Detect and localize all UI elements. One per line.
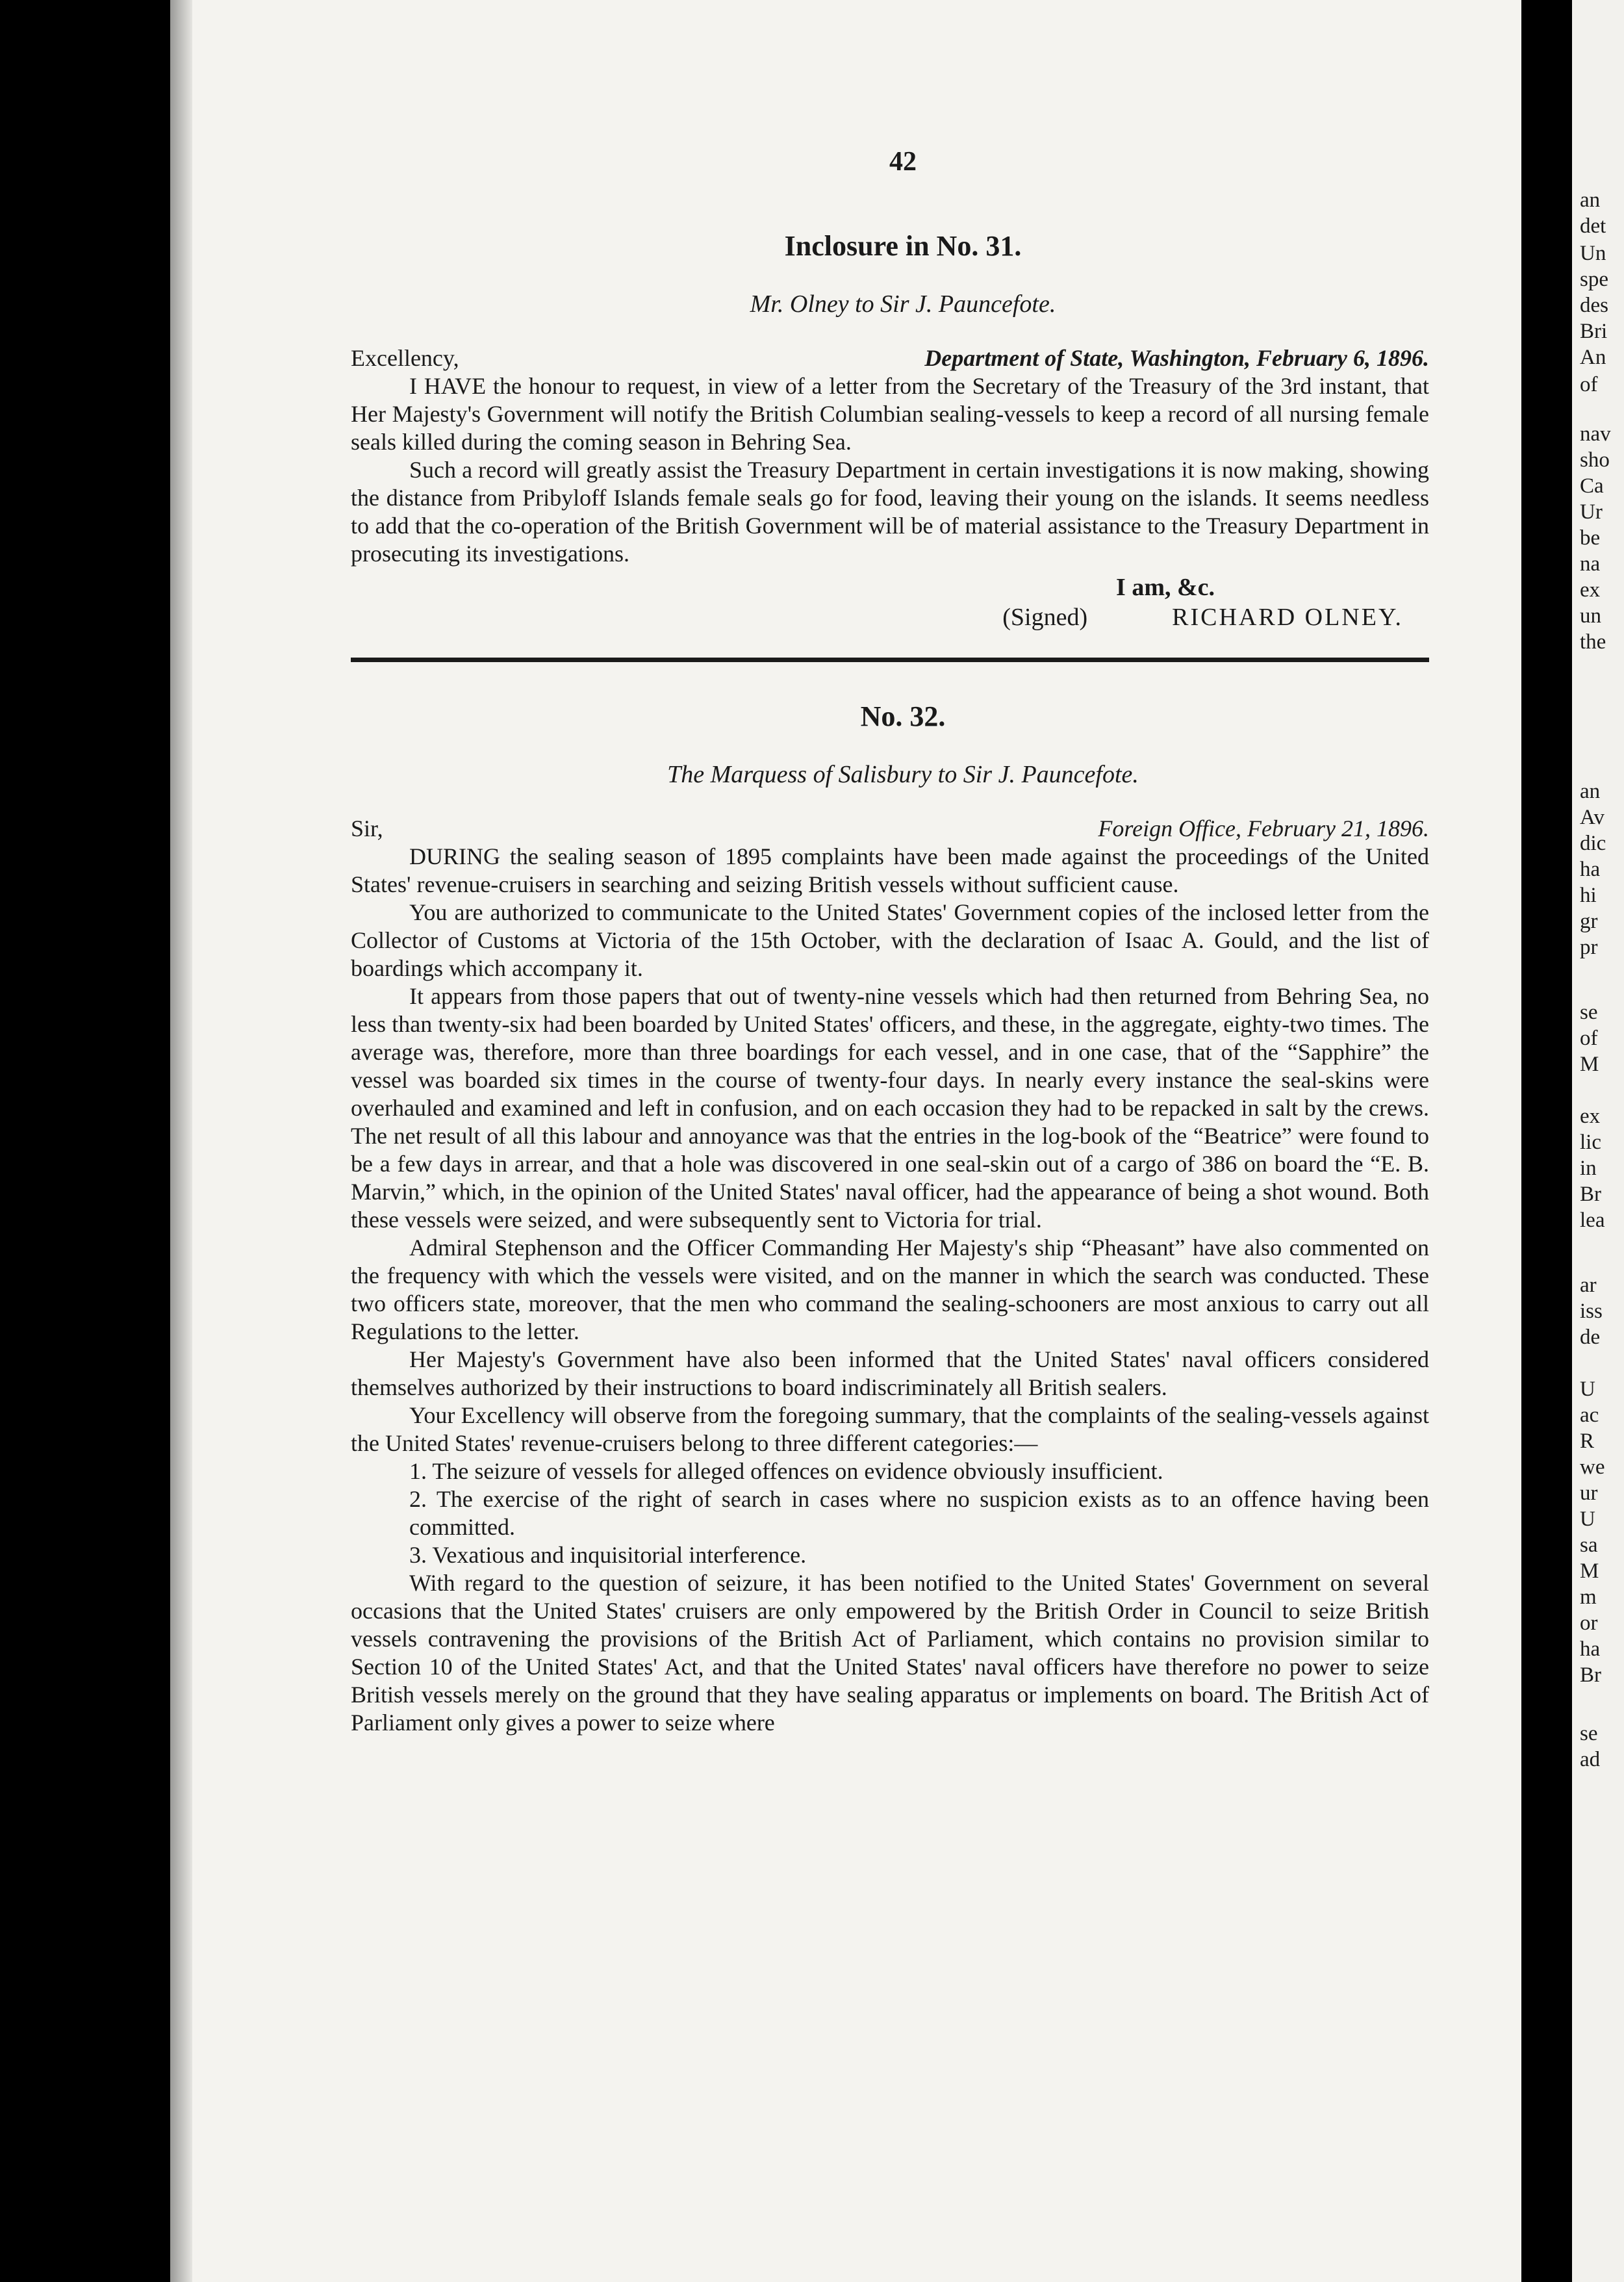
adjacent-page-fragment: gr (1580, 910, 1598, 933)
inclosure-dateline: Department of State, Washington, February 6, 1896. (924, 345, 1429, 371)
adjacent-page-fragment: un (1580, 604, 1601, 628)
adjacent-page-fragment: dic (1580, 832, 1606, 855)
no32-dateline: Foreign Office, February 21, 1896. (1098, 815, 1429, 841)
category-item-1: 1. The seizure of vessels for alleged offences on evidence obviously insufficient. (409, 1458, 1163, 1484)
adjacent-page-fragment: ex (1580, 578, 1601, 602)
adjacent-page-fragment: ex (1580, 1105, 1601, 1128)
no32-paragraph-1: DURING the sealing season of 1895 complaints have been made against the proceedings of the United States' revenue-cruisers in searching and seizing British vessels without sufficient cause. (351, 843, 1429, 897)
page-content (351, 146, 1429, 1737)
adjacent-page-edge (1572, 0, 1624, 2282)
adjacent-page-fragment: of (1580, 1027, 1598, 1050)
no32-paragraph-6: Your Excellency will observe from the foregoing summary, that the complaints of the sealing-vessels against the United States' revenue-cruisers belong to three different categories:— (351, 1402, 1429, 1456)
category-item-2: 2. The exercise of the right of search in cases where no suspicion exists as to an offence having been committed. (409, 1486, 1429, 1540)
adjacent-page-fragment: Un (1580, 242, 1606, 265)
adjacent-page-fragment: or (1580, 1611, 1598, 1635)
adjacent-page-fragment: na (1580, 552, 1601, 576)
adjacent-page-fragment: Ca (1580, 474, 1604, 498)
adjacent-page-fragment: m (1580, 1585, 1597, 1609)
no32-final-paragraph: With regard to the question of seizure, it has been notified to the United States' Government on several occasions that the United States' cruisers are only empowered by the British Order in Council to seize British vessels contravening the provisions of the British Act of Parliament, which contains no provision similar to Section 10 of the United States' Act, and that the United States' naval officers have therefore no power to seize British vessels merely on the ground that they have sealing apparatus or implements on board. The British Act of Parliament only gives a power to seize where (351, 1570, 1429, 1736)
section-divider (351, 658, 1429, 662)
adjacent-page-fragment: de (1580, 1326, 1601, 1349)
adjacent-page-fragment: An (1580, 346, 1606, 369)
no32-paragraph-3: It appears from those papers that out of twenty-nine vessels which had then returned from Behring Sea, no less than twenty-six had been boarded by United States' officers, and these, in the aggregate, eighty-two times. The average was, therefore, more than three boardings for each vessel, and in one case, that of the “Sapphire” the vessel was boarded six times in the course of twenty-four days. In nearly every instance the seal-skins were overhauled and examined and left in confusion, and on each occasion they had to be repacked in salt by the crews. The net result of all this labour and annoyance was that the entries in the log-book of the “Beatrice” were found to be a few days in arrear, and that a hole was discovered in one seal-skin out of a cargo of 386 on board the “E. B. Marvin,” which, in the opinion of the United States' naval officer, had the appearance of being a shot wound. Both these vessels were seized, and were subsequently sent to Victoria for trial. (351, 983, 1429, 1233)
adjacent-page-fragment: an (1580, 188, 1601, 212)
adjacent-page-fragment: Br (1580, 1183, 1601, 1206)
adjacent-page-fragment: M (1580, 1053, 1599, 1076)
adjacent-page-fragment: se (1580, 1722, 1598, 1745)
page-number: 42 (889, 147, 917, 177)
adjacent-page-fragment: ha (1580, 1637, 1601, 1661)
adjacent-page-fragment: ur (1580, 1481, 1598, 1505)
adjacent-page-fragment: U (1580, 1378, 1595, 1401)
signer-name: RICHARD OLNEY. (1172, 604, 1403, 631)
page-gutter-shadow (170, 0, 192, 2282)
no32-paragraph-2: You are authorized to communicate to the United States' Government copies of the inclosed letter from the Collector of Customs at Victoria of the 15th October, with the declaration of Isaac A. Gould, and the list of boardings which accompany it. (351, 899, 1429, 981)
adjacent-page-fragment: Ur (1580, 500, 1603, 524)
adjacent-page-fragment: sa (1580, 1533, 1598, 1557)
adjacent-page-fragment: in (1580, 1157, 1597, 1180)
inclosure-salutation: Excellency, (351, 345, 459, 371)
adjacent-page-fragment: des (1580, 294, 1608, 317)
adjacent-page-fragment: Av (1580, 806, 1605, 829)
adjacent-page-fragment: nav (1580, 422, 1611, 446)
category-item-3: 3. Vexatious and inquisitorial interference. (409, 1542, 807, 1568)
inclosure-salutation-line (351, 344, 1429, 372)
adjacent-page-fragment: spe (1580, 268, 1608, 291)
adjacent-page-fragment: we (1580, 1455, 1605, 1479)
adjacent-page-fragment: hi (1580, 884, 1597, 907)
adjacent-page-fragment: an (1580, 780, 1601, 803)
inclosure-paragraph-1: I HAVE the honour to request, in view of a letter from the Secretary of the Treasury of the 3rd instant, that Her Majesty's Government will notify the British Columbian sealing-vessels to keep a record of all nursing female seals killed during the coming season in Behring Sea. (351, 373, 1429, 455)
no32-heading: No. 32. (860, 700, 946, 732)
adjacent-page-fragment: lea (1580, 1209, 1605, 1232)
adjacent-page-fragment: lic (1580, 1131, 1601, 1154)
adjacent-page-fragment: be (1580, 526, 1601, 550)
adjacent-page-fragment: det (1580, 214, 1606, 238)
no32-paragraph-5: Her Majesty's Government have also been informed that the United States' naval officers considered themselves authorized by their instructions to board indiscriminately all British sealers. (351, 1346, 1429, 1400)
inclosure-heading: Inclosure in No. 31. (784, 230, 1022, 262)
inclosure-paragraph-2: Such a record will greatly assist the Treasury Department in certain investigations it is now making, showing the distance from Pribyloff Islands female seals go for food, leaving their young on the islands. It seems needless to add that the co-operation of the British Government will be of material assistance to the Treasury Department in prosecuting its investigations. (351, 457, 1429, 567)
adjacent-page-fragment: U (1580, 1507, 1595, 1531)
adjacent-page-fragment: ad (1580, 1748, 1601, 1771)
adjacent-page-fragment: se (1580, 1001, 1598, 1024)
adjacent-page-fragment: sho (1580, 448, 1610, 472)
adjacent-page-fragment: pr (1580, 936, 1598, 959)
adjacent-page-fragment: ha (1580, 858, 1601, 881)
adjacent-page-fragment: R (1580, 1429, 1595, 1453)
adjacent-page-fragment: ar (1580, 1274, 1597, 1297)
no32-subhead: The Marquess of Salisbury to Sir J. Pauncefote. (667, 761, 1139, 788)
signed-label: (Signed) (1002, 604, 1088, 631)
adjacent-page-fragment: Bri (1580, 320, 1608, 343)
inclosure-closing: I am, &c. (1116, 574, 1215, 601)
no32-salutation: Sir, (351, 815, 383, 841)
adjacent-page-fragment: the (1580, 630, 1606, 654)
adjacent-page-fragment: ac (1580, 1404, 1599, 1427)
no32-paragraph-4: Admiral Stephenson and the Officer Commanding Her Majesty's ship “Pheasant” have also commented on the frequency with which the vessels were visited, and on the manner in which the search was conducted. These two officers state, moreover, that the men who command the sealing-schooners are most anxious to carry out all Regulations to the letter. (351, 1235, 1429, 1344)
adjacent-page-fragment: iss (1580, 1300, 1603, 1323)
inclosure-signature (351, 603, 1403, 632)
no32-salutation-line (351, 815, 1429, 843)
inclosure-subhead: Mr. Olney to Sir J. Pauncefote. (750, 290, 1056, 318)
adjacent-page-fragment: Br (1580, 1663, 1601, 1687)
adjacent-page-fragment: M (1580, 1559, 1599, 1583)
adjacent-page-fragment: of (1580, 373, 1598, 396)
